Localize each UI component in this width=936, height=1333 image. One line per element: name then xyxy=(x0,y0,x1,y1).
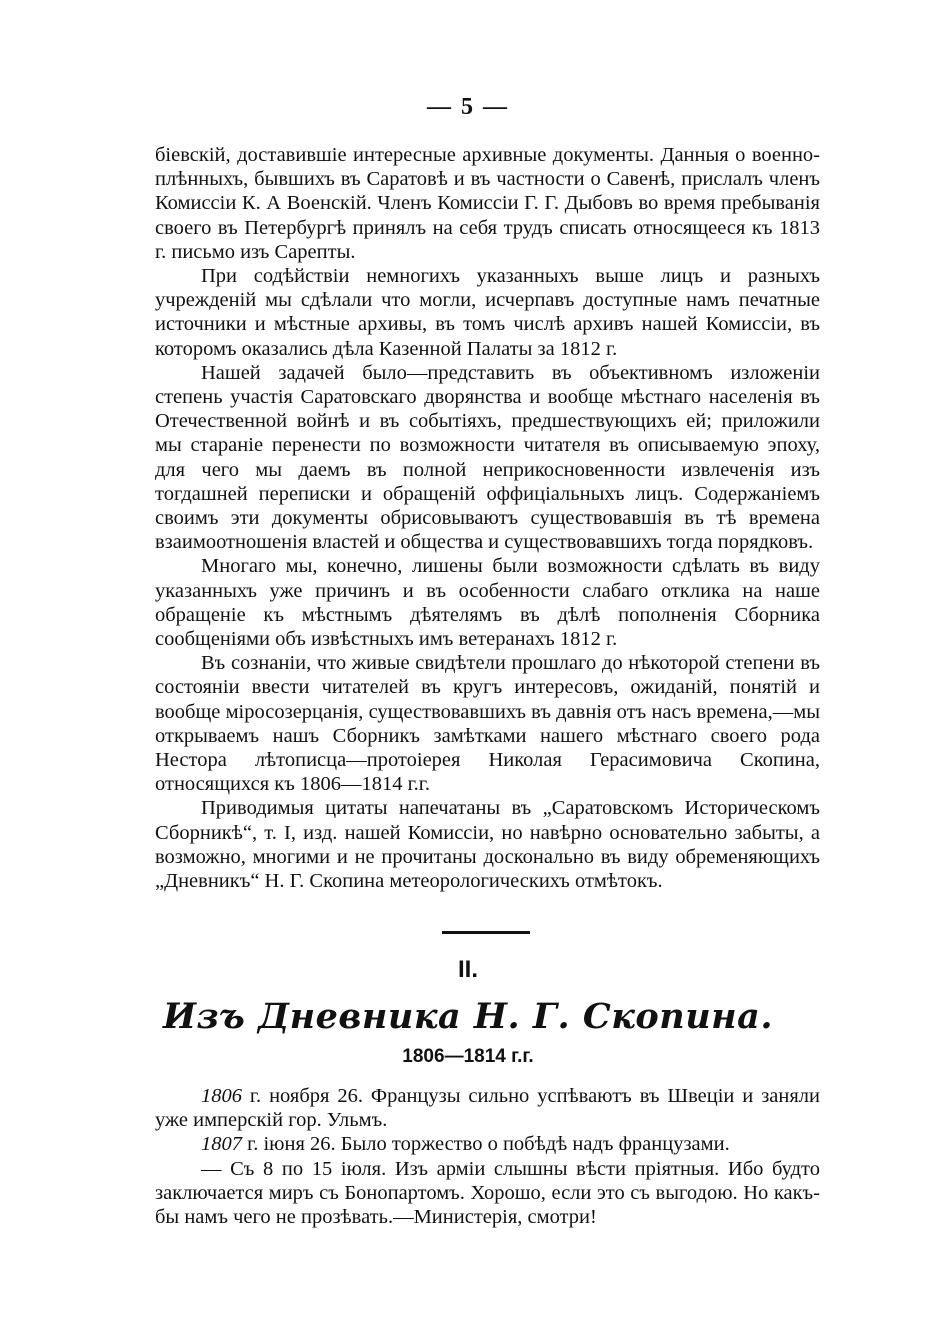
intro-text-block xyxy=(155,143,820,893)
paragraph: Въ сознаніи, что живые свидѣтели прошлаго до нѣкоторой степени въ состояніи ввести читателей въ кругъ интересовъ, ожиданій, понятій и вообще міросозерцанія, существовавшихъ въ давнія отъ насъ времена,—мы открываемъ нашъ Сборникъ замѣтками нашего мѣстнаго своего рода Нестора лѣтописца—протоіерея Николая Герасимовича Скопина, относящихся къ 1806—1814 г.г. xyxy=(155,652,820,796)
section-number: II. xyxy=(457,956,478,983)
section-divider-rule xyxy=(442,931,530,934)
diary-entry-text: г. ноября 26. Французы сильно успѣваютъ въ Швеціи и заняли уже имперскій гор. Ульмъ. xyxy=(155,1085,820,1132)
paragraph: біевскій, доставившіе интересные архивные документы. Данныя о военно-плѣнныхъ, бывшихъ въ Саратовѣ и въ частности о Савенѣ, прислалъ членъ Комиссіи К. А Военскій. Членъ Комиссіи Г. Г. Дыбовъ во время пребыванія своего въ Петербургѣ принялъ на себя трудъ списать относящееся къ 1813 г. письмо изъ Сарепты. xyxy=(155,144,820,263)
diary-entry-text: — Съ 8 по 15 іюля. Изъ арміи слышны вѣсти пріятныя. Ибо будто заключается миръ съ Бонопартомъ. Хорошо, если это съ выгодою. Но какъ-бы намъ чего не прозѣвать.—Министерія, смотри! xyxy=(155,1157,820,1229)
paragraph: При содѣйствіи немногихъ указанныхъ выше лицъ и разныхъ учрежденій мы сдѣлали что могли, исчерпавъ доступные намъ печатные источники и мѣстные архивы, въ томъ числѣ архивъ нашей Комиссіи, въ которомъ оказались дѣла Казенной Палаты за 1812 г. xyxy=(155,265,820,360)
paragraph: Многаго мы, конечно, лишены были возможности сдѣлать въ виду указанныхъ уже причинъ и въ особенности слабаго отклика на наше обращеніе къ мѣстнымъ дѣятелямъ въ дѣлѣ пополненія Сборника сообщеніями объ извѣстныхъ имъ ветеранахъ 1812 г. xyxy=(155,555,820,651)
paragraph: Нашей задачей было—представить въ объективномъ изложеніи степень участія Саратовскаго дворянства и вообще мѣстнаго населенія въ Отечественной войнѣ и въ событіяхъ, предшествующихъ ей; приложили мы стараніе перенести по возможности читателя въ описываемую эпоху, для чего мы даемъ въ полной неприкосновенности извлеченія изъ тогдашней переписки и обращеній оффиціальныхъ лицъ. Содержаніемъ своимъ эти документы обрисовываютъ существовавшія въ тѣ времена взаимоотношенія властей и общества и существовавшихъ тогда порядковъ. xyxy=(155,361,820,554)
diary-entry-text: г. іюня 26. Было торжество о побѣдѣ надъ французами. xyxy=(242,1133,730,1156)
diary-entry-year: 1807 xyxy=(201,1133,242,1156)
page-number: — 5 — xyxy=(427,94,509,120)
diary-entry xyxy=(155,1132,820,1156)
diary-text-block xyxy=(155,1084,820,1229)
section-dates: 1806—1814 г.г. xyxy=(402,1046,534,1067)
diary-entry xyxy=(155,1157,820,1230)
diary-entry-year: 1806 xyxy=(201,1085,242,1107)
paragraph: Приводимыя цитаты напечатаны въ „Саратовскомъ Историческомъ Сборникѣ“, т. I, изд. нашей Комиссіи, но навѣрно основательно забыты, а возможно, многими и не прочитаны досконально въ виду обременяющихъ „Дневникъ“ Н. Г. Скопина метеорологическихъ отмѣтокъ. xyxy=(155,797,820,893)
diary-entry xyxy=(155,1084,820,1132)
section-title: Изъ Дневника Н. Г. Скопина. xyxy=(162,996,774,1037)
